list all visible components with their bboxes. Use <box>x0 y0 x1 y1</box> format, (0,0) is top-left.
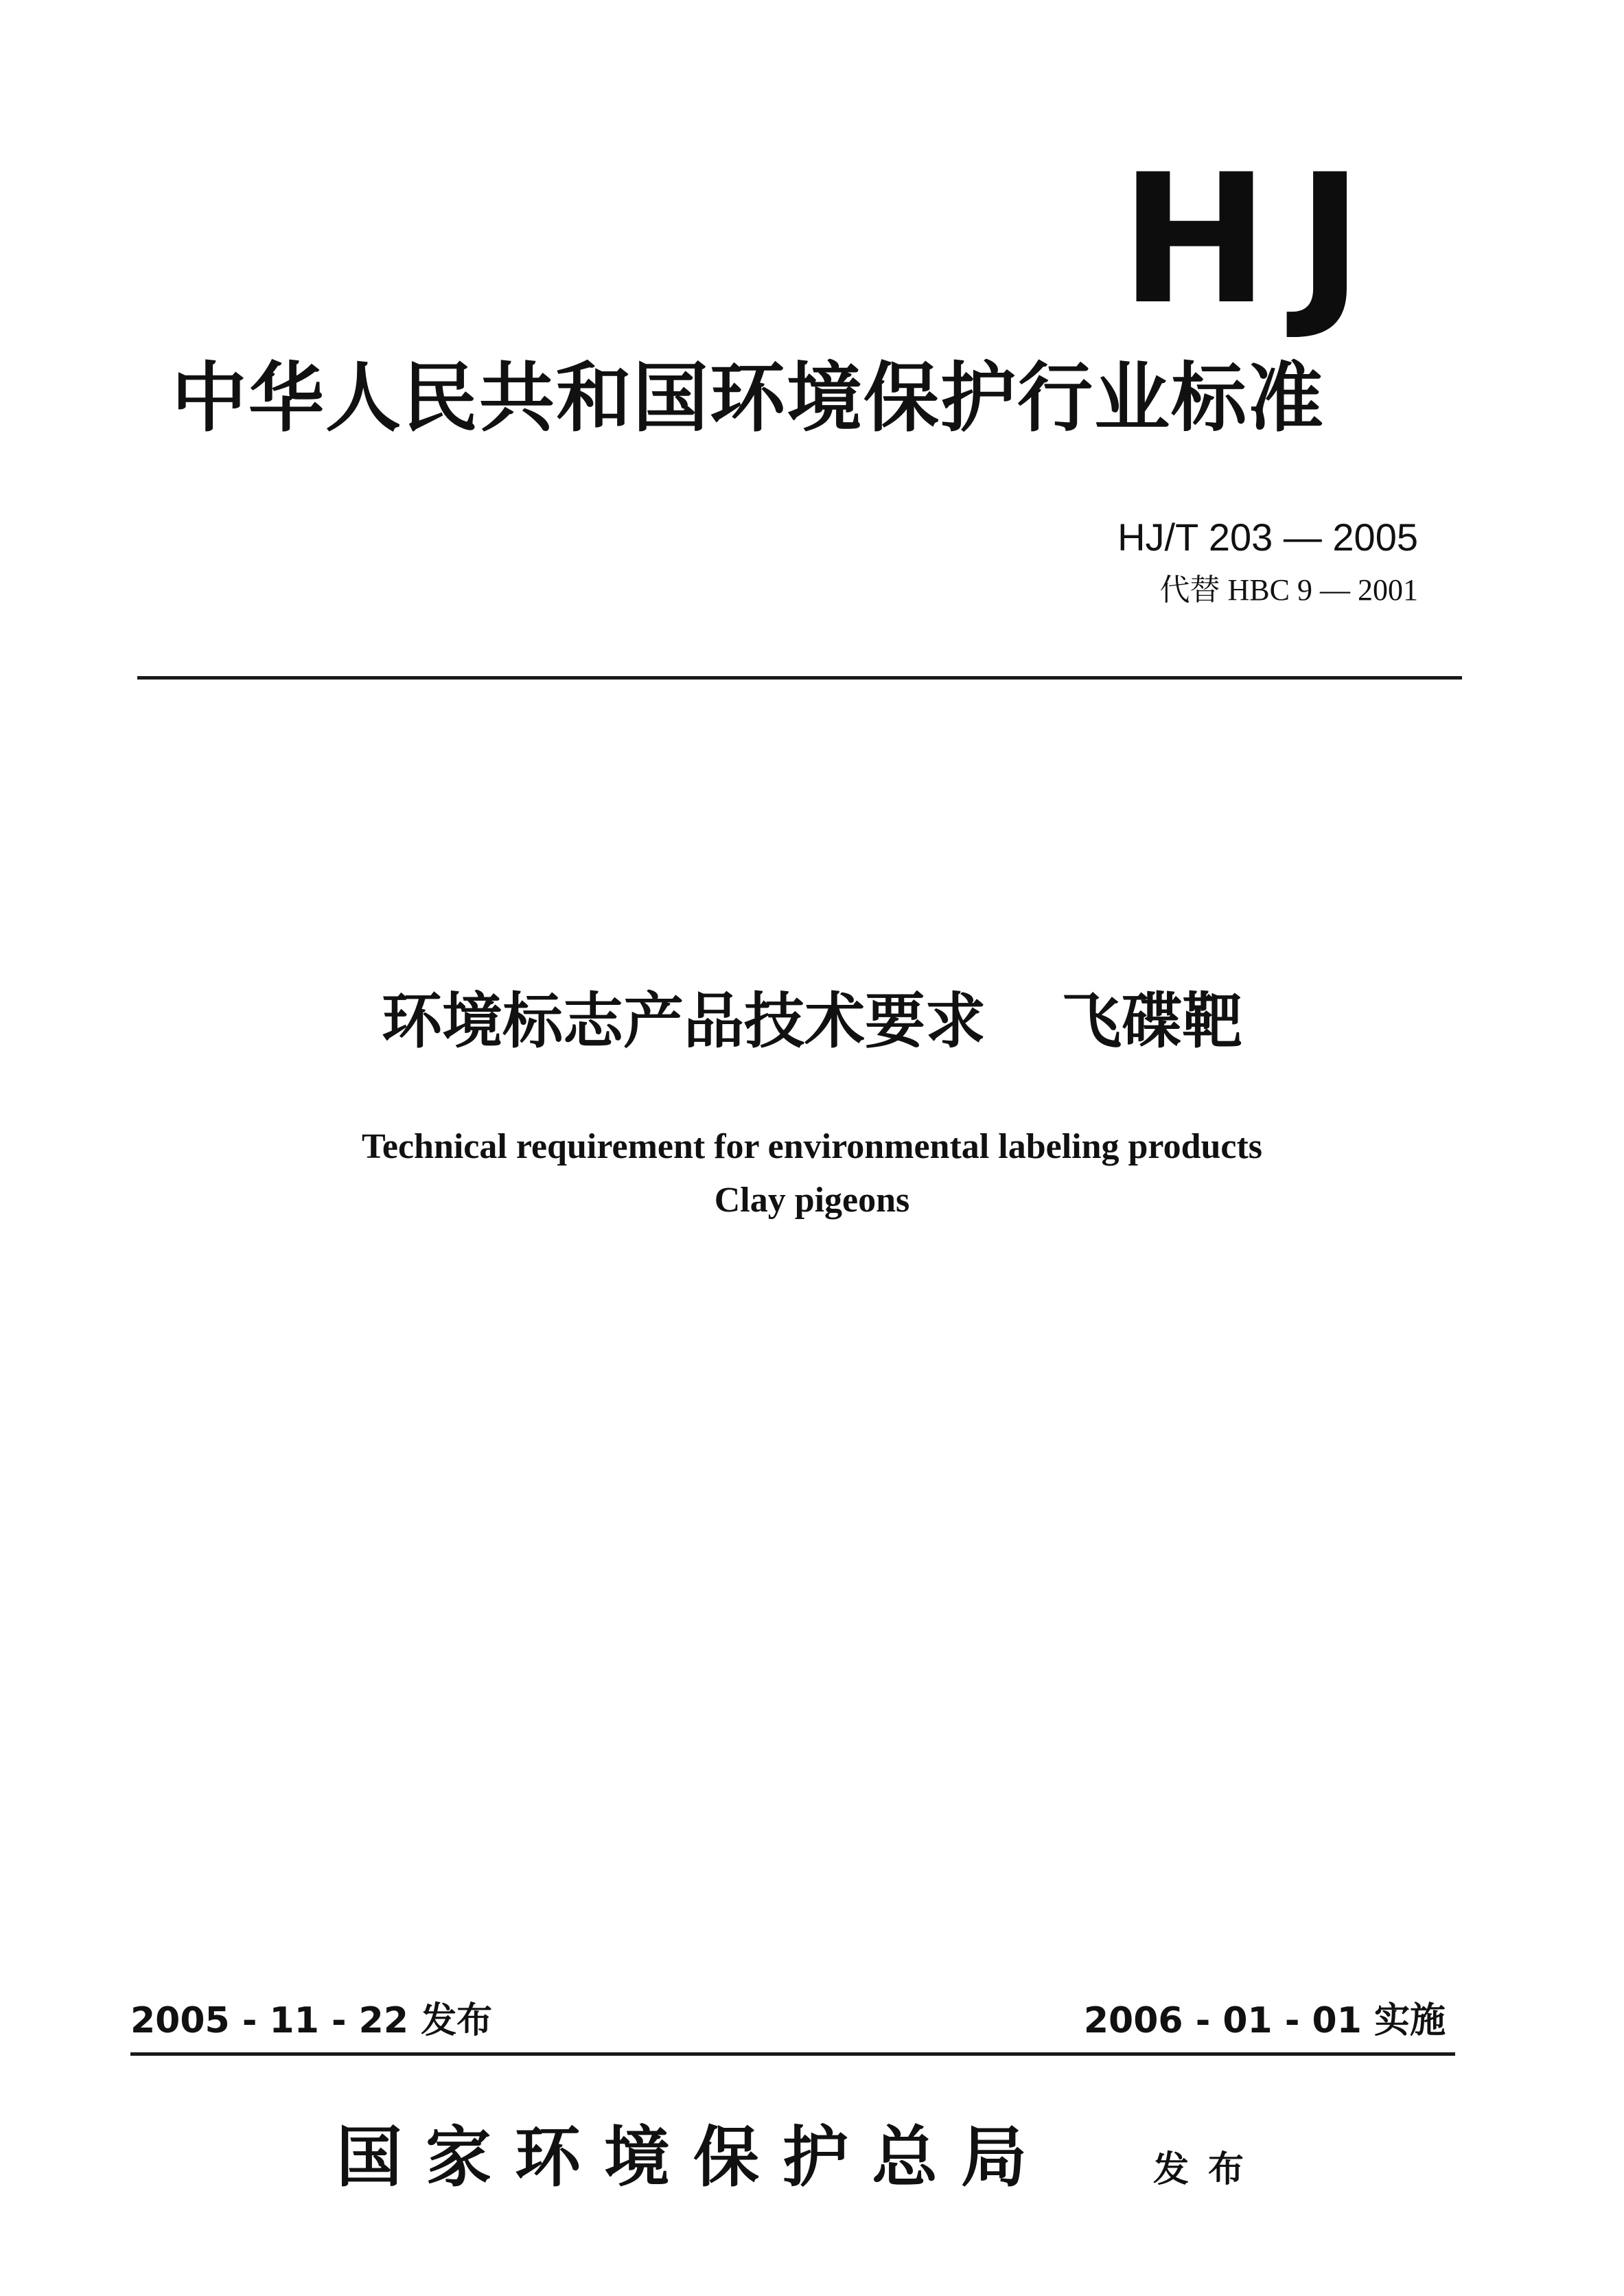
standard-code: HJ/T 203 — 2005 <box>1117 515 1418 559</box>
document-subtitle-english: Clay pigeons <box>714 1181 910 1220</box>
publish-label: 发布 <box>1153 2149 1264 2190</box>
bottom-divider <box>130 2052 1455 2056</box>
hj-logo: HJ <box>1120 137 1391 344</box>
document-title-chinese <box>0 988 1624 1055</box>
title-product: 飞碟靶 <box>1061 986 1243 1056</box>
replaces-standard: 代替 HBC 9 — 2001 <box>1159 573 1418 607</box>
standard-category: 中华人民共和国环境保护行业标准 <box>172 354 1325 442</box>
title-main: 环境标志产品技术要求 <box>381 986 986 1056</box>
issue-date: 2005 - 11 - 22 发布 <box>130 2000 493 2041</box>
implementation-date: 2006 - 01 - 01 实施 <box>1083 2000 1446 2041</box>
top-divider <box>137 676 1462 680</box>
issuing-authority: 国家环境保护总局 <box>336 2119 1050 2196</box>
document-title-english: Technical requirement for environmental labeling products <box>361 1127 1263 1166</box>
